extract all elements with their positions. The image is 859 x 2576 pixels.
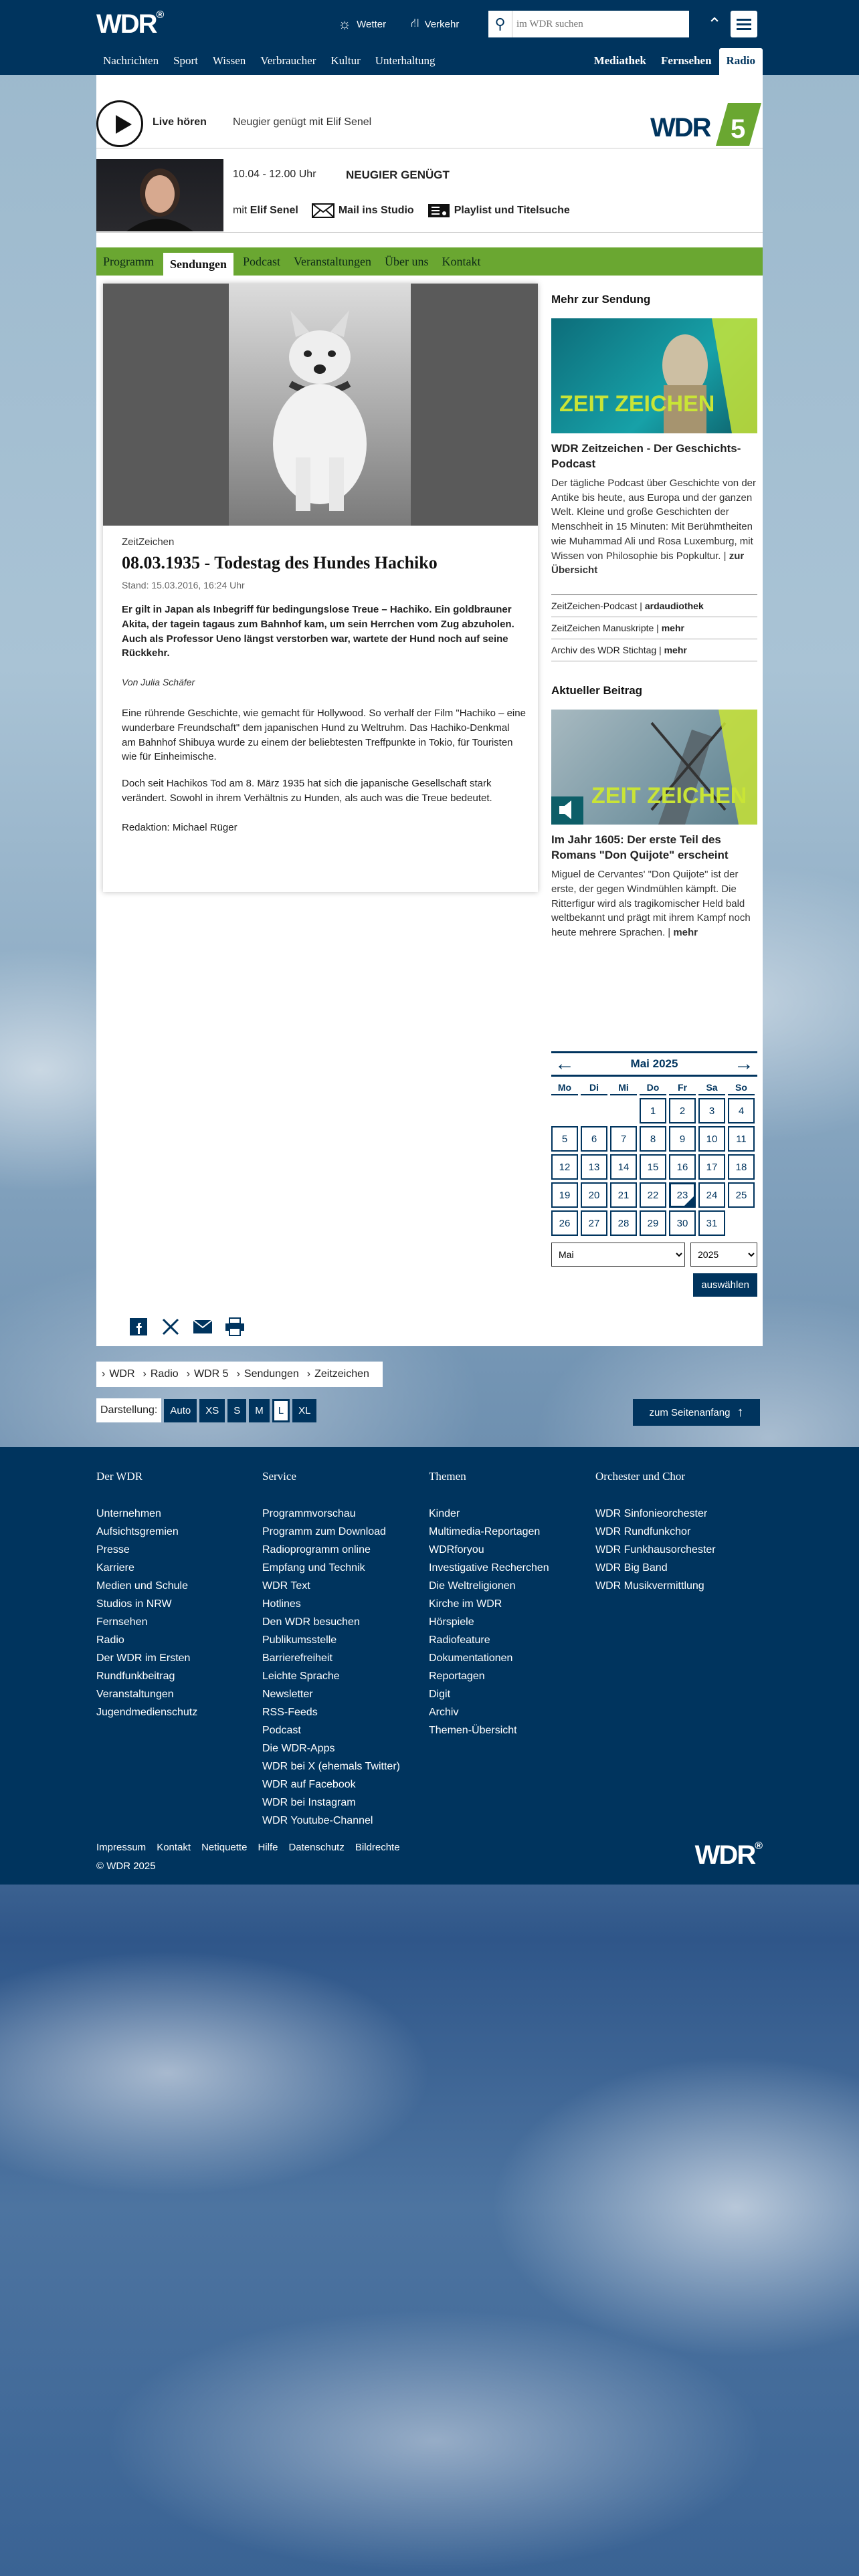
footer-col-service: [262, 1470, 423, 1830]
calendar-day[interactable]: 11: [728, 1126, 755, 1152]
footer-link[interactable]: Barrierefreiheit: [262, 1652, 332, 1664]
footer-link[interactable]: WDR Musikvermittlung: [595, 1580, 704, 1592]
footer-link[interactable]: Fernsehen: [96, 1616, 148, 1628]
nav-unterhaltung[interactable]: Unterhaltung: [375, 54, 436, 67]
nav-radio[interactable]: Radio: [719, 48, 763, 75]
current-title-link[interactable]: Im Jahr 1605: Der erste Teil des Romans "Don Quijote" erscheint: [551, 833, 729, 862]
footer-link[interactable]: Investigative Recherchen: [429, 1562, 549, 1574]
calendar-day[interactable]: 12: [551, 1154, 578, 1180]
hachiko-photo: [229, 284, 411, 526]
article-date: Stand: 15.03.2016, 16:24 Uhr: [122, 580, 245, 591]
calendar-day[interactable]: 6: [581, 1126, 607, 1152]
footer-link[interactable]: Karriere: [96, 1562, 134, 1574]
calendar-day[interactable]: 9: [669, 1126, 696, 1152]
bildrechte-link[interactable]: Bildrechte: [355, 1842, 400, 1853]
footer-link[interactable]: Radiofeature: [429, 1634, 490, 1646]
tab-sendungen[interactable]: Sendungen: [161, 250, 236, 276]
nav-verbraucher[interactable]: Verbraucher: [260, 54, 316, 67]
calendar-day[interactable]: 8: [640, 1126, 666, 1152]
tab-ueber-uns[interactable]: Über uns: [385, 255, 429, 268]
show-bar: [96, 159, 763, 233]
article-kicker: ZeitZeichen: [122, 536, 175, 548]
arrow-up-icon: ↑: [737, 1404, 744, 1420]
share-bar: [96, 1307, 763, 1346]
size-s-button[interactable]: S: [227, 1399, 246, 1422]
footer-col-title: Orchester und Chor: [595, 1470, 686, 1483]
datenschutz-link[interactable]: Datenschutz: [288, 1842, 345, 1853]
calendar-day[interactable]: 1: [640, 1098, 666, 1123]
back-to-top-button[interactable]: [633, 1399, 760, 1426]
footer-link[interactable]: Rundfunkbeitrag: [96, 1671, 175, 1682]
host-with: mit: [233, 205, 248, 216]
footer-link[interactable]: WDR Sinfonieorchester: [595, 1508, 708, 1519]
footer-link[interactable]: Hotlines: [262, 1598, 301, 1610]
ardaudiothek-link[interactable]: ardaudiothek: [644, 601, 704, 612]
weekday-header: Di: [581, 1082, 607, 1095]
font-size-selector: [96, 1398, 316, 1423]
footer-col-title: Themen: [429, 1470, 466, 1483]
tab-programm[interactable]: Programm: [103, 255, 154, 268]
wdr5-logo[interactable]: [649, 102, 763, 147]
calendar-day[interactable]: 28: [610, 1210, 637, 1236]
footer-link[interactable]: WDR Rundfunkchor: [595, 1526, 691, 1537]
calendar-day[interactable]: 31: [698, 1210, 725, 1236]
live-listen-link[interactable]: Live hören: [153, 116, 207, 128]
breadcrumb-wdr[interactable]: WDR: [109, 1368, 135, 1380]
footer-wdr-logo[interactable]: WDR®: [694, 1840, 761, 1870]
netiquette-link[interactable]: Netiquette: [201, 1842, 248, 1853]
calendar-day[interactable]: 14: [610, 1154, 637, 1180]
calendar-day[interactable]: 29: [640, 1210, 666, 1236]
calendar-day[interactable]: 2: [669, 1098, 696, 1123]
footer-col-orchester: [595, 1470, 756, 1595]
footer-link[interactable]: Archiv: [429, 1707, 459, 1718]
footer-link[interactable]: Empfang und Technik: [262, 1562, 365, 1574]
calendar-empty-cell: [551, 1098, 578, 1123]
podcast-text: Der tägliche Podcast über Geschichte von der Antike bis heute, aus Europa und der ganzen Welt. Kleine und große Geschichten der Menschheit in 15 Minuten: Mit Berühmtheiten wie Muhammad Ali und Rosa Luxemburg, mit Wissen von Philosophie bis Popkultur. | zur Übersicht: [551, 477, 756, 576]
podcast-links: [551, 594, 757, 661]
footer-link[interactable]: Radio: [96, 1634, 124, 1646]
footer-link[interactable]: Leichte Sprache: [262, 1671, 340, 1682]
footer-link[interactable]: Aufsichtsgremien: [96, 1526, 179, 1537]
weather-label: Wetter: [357, 18, 387, 30]
footer-link[interactable]: Reportagen: [429, 1671, 485, 1682]
show-meta: [233, 203, 570, 218]
arrow-left-icon[interactable]: ←: [555, 1053, 575, 1075]
calendar-day[interactable]: 4: [728, 1098, 755, 1123]
footer-col-title: Service: [262, 1470, 296, 1483]
link-row-text: Archiv des WDR Stichtag: [551, 645, 657, 656]
breadcrumb-wdr5[interactable]: WDR 5: [194, 1368, 229, 1380]
footer-link[interactable]: Publikumsstelle: [262, 1634, 337, 1646]
footer-logo-text: WDR: [694, 1840, 755, 1870]
footer-link[interactable]: Digit: [429, 1689, 451, 1700]
calendar-header: [551, 1051, 757, 1077]
size-l-button[interactable]: L: [272, 1399, 290, 1422]
nav-wissen[interactable]: Wissen: [212, 54, 246, 67]
svg-text:WDR: WDR: [650, 113, 710, 142]
current-heading: Aktueller Beitrag: [551, 684, 643, 697]
footer-link[interactable]: WDR auf Facebook: [262, 1779, 356, 1790]
print-icon[interactable]: [223, 1315, 246, 1338]
top-bar: [0, 0, 859, 75]
calendar-day[interactable]: 16: [669, 1154, 696, 1180]
x-icon[interactable]: [159, 1315, 182, 1338]
footer-col-themen: [429, 1470, 589, 1739]
overview-link[interactable]: zur Übersicht: [551, 550, 745, 576]
calendar-day[interactable]: 22: [640, 1182, 666, 1208]
calendar-empty-cell: [728, 1210, 755, 1236]
size-xs-button[interactable]: XS: [199, 1399, 225, 1422]
more-heading: Mehr zur Sendung: [551, 293, 651, 306]
breadcrumb-zeitzeichen[interactable]: Zeitzeichen: [314, 1368, 369, 1380]
article-image: [103, 284, 538, 526]
footer-link[interactable]: Hörspiele: [429, 1616, 474, 1628]
footer-link[interactable]: Den WDR besuchen: [262, 1616, 360, 1628]
arrow-right-icon[interactable]: →: [733, 1053, 754, 1075]
link-row-text: ZeitZeichen-Podcast: [551, 601, 638, 612]
calendar-day[interactable]: 24: [698, 1182, 725, 1208]
month-select[interactable]: [551, 1243, 685, 1267]
article-editor: Redaktion: Michael Rüger: [122, 821, 237, 833]
footer-link[interactable]: Programm zum Download: [262, 1526, 386, 1537]
impressum-link[interactable]: Impressum: [96, 1842, 147, 1853]
weekday-header: Sa: [698, 1082, 725, 1095]
current-desc: Miguel de Cervantes' "Don Quijote" ist der erste, der gegen Windmühlen kämpft. Die Ritterfigur wird als tragikomischer Held bald weltbekannt und prägt mit ihrem Kampf noch heute mehrere Sprachen.: [551, 869, 751, 938]
link-row: ZeitZeichen-Podcast | ardaudiothek: [551, 595, 757, 617]
calendar-day[interactable]: 20: [581, 1182, 607, 1208]
sidebar: [546, 284, 763, 1307]
nav-sport[interactable]: Sport: [173, 54, 198, 67]
footer-link[interactable]: WDR bei Instagram: [262, 1797, 356, 1808]
footer-link[interactable]: WDR bei X (ehemals Twitter): [262, 1761, 400, 1772]
mail-icon[interactable]: [191, 1315, 214, 1338]
footer-link[interactable]: Radioprogramm online: [262, 1544, 371, 1555]
current-article-image[interactable]: [551, 710, 757, 825]
footer-link[interactable]: WDR Text: [262, 1580, 310, 1592]
weekday-header: Do: [640, 1082, 666, 1095]
section-tabs: [96, 247, 763, 276]
live-bar: [96, 88, 763, 148]
calendar-day[interactable]: 15: [640, 1154, 666, 1180]
calendar-day[interactable]: 27: [581, 1210, 607, 1236]
footer-link[interactable]: WDR Big Band: [595, 1562, 668, 1574]
calendar-month: Mai 2025: [630, 1057, 678, 1070]
mail-icon: [312, 203, 335, 218]
hilfe-link[interactable]: Hilfe: [258, 1842, 278, 1853]
calendar-day[interactable]: 18: [728, 1154, 755, 1180]
article: [103, 284, 538, 892]
playlist-link[interactable]: [427, 203, 570, 218]
current-more-link[interactable]: mehr: [673, 927, 698, 938]
size-xl-button[interactable]: XL: [292, 1399, 316, 1422]
footer-link[interactable]: Kirche im WDR: [429, 1598, 502, 1610]
calendar-day[interactable]: 13: [581, 1154, 607, 1180]
breadcrumb-sendungen[interactable]: Sendungen: [244, 1368, 299, 1380]
calendar-day[interactable]: 10: [698, 1126, 725, 1152]
nav-nachrichten[interactable]: Nachrichten: [103, 54, 159, 67]
calendar-day[interactable]: 5: [551, 1126, 578, 1152]
weekday-header: Mi: [610, 1082, 637, 1095]
play-icon[interactable]: [96, 100, 143, 147]
tab-kontakt[interactable]: Kontakt: [442, 255, 481, 268]
manuskripte-link[interactable]: mehr: [661, 623, 684, 634]
calendar-grid: [551, 1082, 757, 1236]
footer-link[interactable]: Jugendmedienschutz: [96, 1707, 198, 1718]
breadcrumb: [96, 1362, 383, 1387]
footer-link[interactable]: Podcast: [262, 1725, 301, 1736]
size-m-button[interactable]: M: [249, 1399, 270, 1422]
road-icon: ⛙: [411, 16, 419, 29]
current-text: Miguel de Cervantes' "Don Quijote" ist der erste, der gegen Windmühlen kämpft. Die Ritterfigur wird als tragikomischer Held bald weltbekannt und prägt mit ihrem Kampf noch heute mehrere Sprachen. | mehr: [551, 869, 751, 938]
footer-col-wdr: [96, 1470, 257, 1721]
footer-link[interactable]: WDR Funkhausorchester: [595, 1544, 716, 1555]
svg-text:5: 5: [731, 114, 746, 144]
display-label: Darstellung:: [96, 1398, 161, 1422]
calendar-empty-cell: [581, 1098, 607, 1123]
breadcrumb-radio[interactable]: Radio: [150, 1368, 179, 1380]
footer-link[interactable]: WDRforyou: [429, 1544, 484, 1555]
footer-link[interactable]: Studios in NRW: [96, 1598, 172, 1610]
zeitzeichen-logo: ZEIT ZEICHEN: [591, 782, 747, 809]
link-row: Archiv des WDR Stichtag | mehr: [551, 639, 757, 661]
podcast-title-link[interactable]: WDR Zeitzeichen - Der Geschichts-Podcast: [551, 442, 741, 470]
tab-podcast[interactable]: Podcast: [243, 255, 281, 268]
search-input[interactable]: [512, 12, 680, 36]
wdr-logo-text: WDR: [96, 9, 157, 39]
footer-col-title: Der WDR: [96, 1470, 143, 1483]
calendar-day[interactable]: 26: [551, 1210, 578, 1236]
calendar-empty-cell: [610, 1098, 637, 1123]
traffic-label: Verkehr: [424, 18, 460, 30]
sun-icon: ☼: [338, 15, 352, 32]
back-to-top-label: zum Seitenanfang: [649, 1406, 731, 1418]
main-nav: [96, 48, 442, 75]
article-paragraph-1: Eine rührende Geschichte, wie gemacht für Hollywood. So verhalf der Film "Hachiko – eine wunderbare Freundschaft" dem japanischen Hund zu Weltruhm. Das Hachiko-Denkmal am Bahnhof Shibuya wurde zu einem der beliebtesten Treffpunkte in Tokio, für Touristen wie für Einheimische.: [122, 708, 526, 763]
footer-link[interactable]: WDR Youtube-Channel: [262, 1815, 373, 1826]
calendar-day[interactable]: 30: [669, 1210, 696, 1236]
footer-link[interactable]: Themen-Übersicht: [429, 1725, 517, 1736]
mail-studio-link[interactable]: [312, 203, 414, 218]
footer-link[interactable]: Presse: [96, 1544, 130, 1555]
zeitzeichen-logo: ZEIT ZEICHEN: [559, 391, 715, 417]
show-time: 10.04 - 12.00 Uhr: [233, 169, 316, 180]
show-name: NEUGIER GENÜGT: [346, 169, 450, 181]
calendar-day[interactable]: 19: [551, 1182, 578, 1208]
content-page: [96, 75, 763, 1346]
footer-link[interactable]: Die WDR-Apps: [262, 1743, 335, 1754]
traffic-link[interactable]: [411, 15, 459, 33]
mail-label: Mail ins Studio: [338, 205, 414, 217]
footer-link[interactable]: Veranstaltungen: [96, 1689, 174, 1700]
nav-fernsehen[interactable]: Fernsehen: [660, 54, 712, 67]
footer-link[interactable]: Die Weltreligionen: [429, 1580, 516, 1592]
archiv-link[interactable]: mehr: [664, 645, 687, 656]
link-row-text: ZeitZeichen Manuskripte: [551, 623, 654, 634]
calendar-day[interactable]: 7: [610, 1126, 637, 1152]
search-box: [488, 11, 689, 37]
host-photo: [96, 159, 223, 231]
wdr-logo[interactable]: WDR®: [96, 9, 163, 39]
facebook-icon[interactable]: [127, 1315, 150, 1338]
search-icon[interactable]: ⚲: [488, 11, 512, 37]
article-headline: 08.03.1935 - Todestag des Hundes Hachiko: [122, 553, 438, 572]
footer-link[interactable]: Der WDR im Ersten: [96, 1652, 191, 1664]
link-row: ZeitZeichen Manuskripte | mehr: [551, 617, 757, 639]
footer-link[interactable]: Kinder: [429, 1508, 460, 1519]
footer-link[interactable]: Newsletter: [262, 1689, 313, 1700]
weekday-header: Fr: [669, 1082, 696, 1095]
year-select[interactable]: [690, 1243, 757, 1267]
weekday-header: So: [728, 1082, 755, 1095]
article-paragraph-2: Doch seit Hachikos Tod am 8. März 1935 hat sich die japanische Gesellschaft stark verändert. Sowohl in ihrem Verhältnis zu Hunden, als auch was die Treue bedeutet.: [122, 778, 492, 804]
article-lead: Er gilt in Japan als Inbegriff für bedingungslose Treue – Hachiko. Ein goldbrauner Akita, der tagein tagaus zum Bahnhof kam, um sein Herrchen vom Zug abzuholen. Auch als Professor Ueno längst verstorben war, wartete der Hund noch auf seine Rückkehr.: [122, 604, 514, 659]
kontakt-link[interactable]: Kontakt: [157, 1842, 191, 1853]
host-name: Elif Senel: [250, 205, 298, 216]
playlist-label: Playlist und Titelsuche: [454, 205, 570, 217]
podcast-desc: Der tägliche Podcast über Geschichte von der Antike bis heute, aus Europa und der ganzen Welt. Kleine und große Geschichten der Menschheit in 15 Minuten: Mit Berühmtheiten wie Muhammad Ali und Rosa Luxemburg, mit Wissen von Philosophie bis Popkultur.: [551, 477, 756, 562]
calendar: [551, 1051, 757, 1297]
sub-nav: [587, 48, 763, 75]
footer-link[interactable]: RSS-Feeds: [262, 1707, 318, 1718]
article-author: Von Julia Schäfer: [122, 677, 195, 687]
calendar-day[interactable]: 21: [610, 1182, 637, 1208]
calendar-selects: [551, 1243, 757, 1267]
copyright: © WDR 2025: [96, 1860, 156, 1872]
footer-link[interactable]: Medien und Schule: [96, 1580, 188, 1592]
footer-bottom-links: [96, 1842, 400, 1853]
zeitzeichen-podcast-image[interactable]: [551, 318, 757, 433]
weather-link[interactable]: [338, 15, 386, 33]
footer-link[interactable]: Multimedia-Reportagen: [429, 1526, 541, 1537]
calendar-day[interactable]: 23: [669, 1182, 696, 1208]
size-auto-button[interactable]: Auto: [164, 1399, 197, 1422]
article-body: [122, 536, 526, 833]
footer: [0, 1447, 859, 1885]
tab-veranstaltungen[interactable]: Veranstaltungen: [294, 255, 372, 268]
calendar-day[interactable]: 3: [698, 1098, 725, 1123]
live-info: Neugier genügt mit Elif Senel: [233, 116, 372, 128]
calendar-day[interactable]: 25: [728, 1182, 755, 1208]
nav-kultur[interactable]: Kultur: [330, 54, 361, 67]
menu-button[interactable]: [731, 11, 757, 37]
calendar-day[interactable]: 17: [698, 1154, 725, 1180]
nav-mediathek[interactable]: Mediathek: [593, 54, 646, 67]
footer-link[interactable]: Programmvorschau: [262, 1508, 356, 1519]
footer-link[interactable]: Dokumentationen: [429, 1652, 513, 1664]
show-host-line: [233, 205, 298, 217]
footer-link[interactable]: Unternehmen: [96, 1508, 161, 1519]
chevron-up-icon[interactable]: ⌃: [707, 13, 722, 34]
playlist-icon: [427, 203, 450, 218]
weekday-header: Mo: [551, 1082, 578, 1095]
select-date-button[interactable]: auswählen: [693, 1273, 757, 1297]
